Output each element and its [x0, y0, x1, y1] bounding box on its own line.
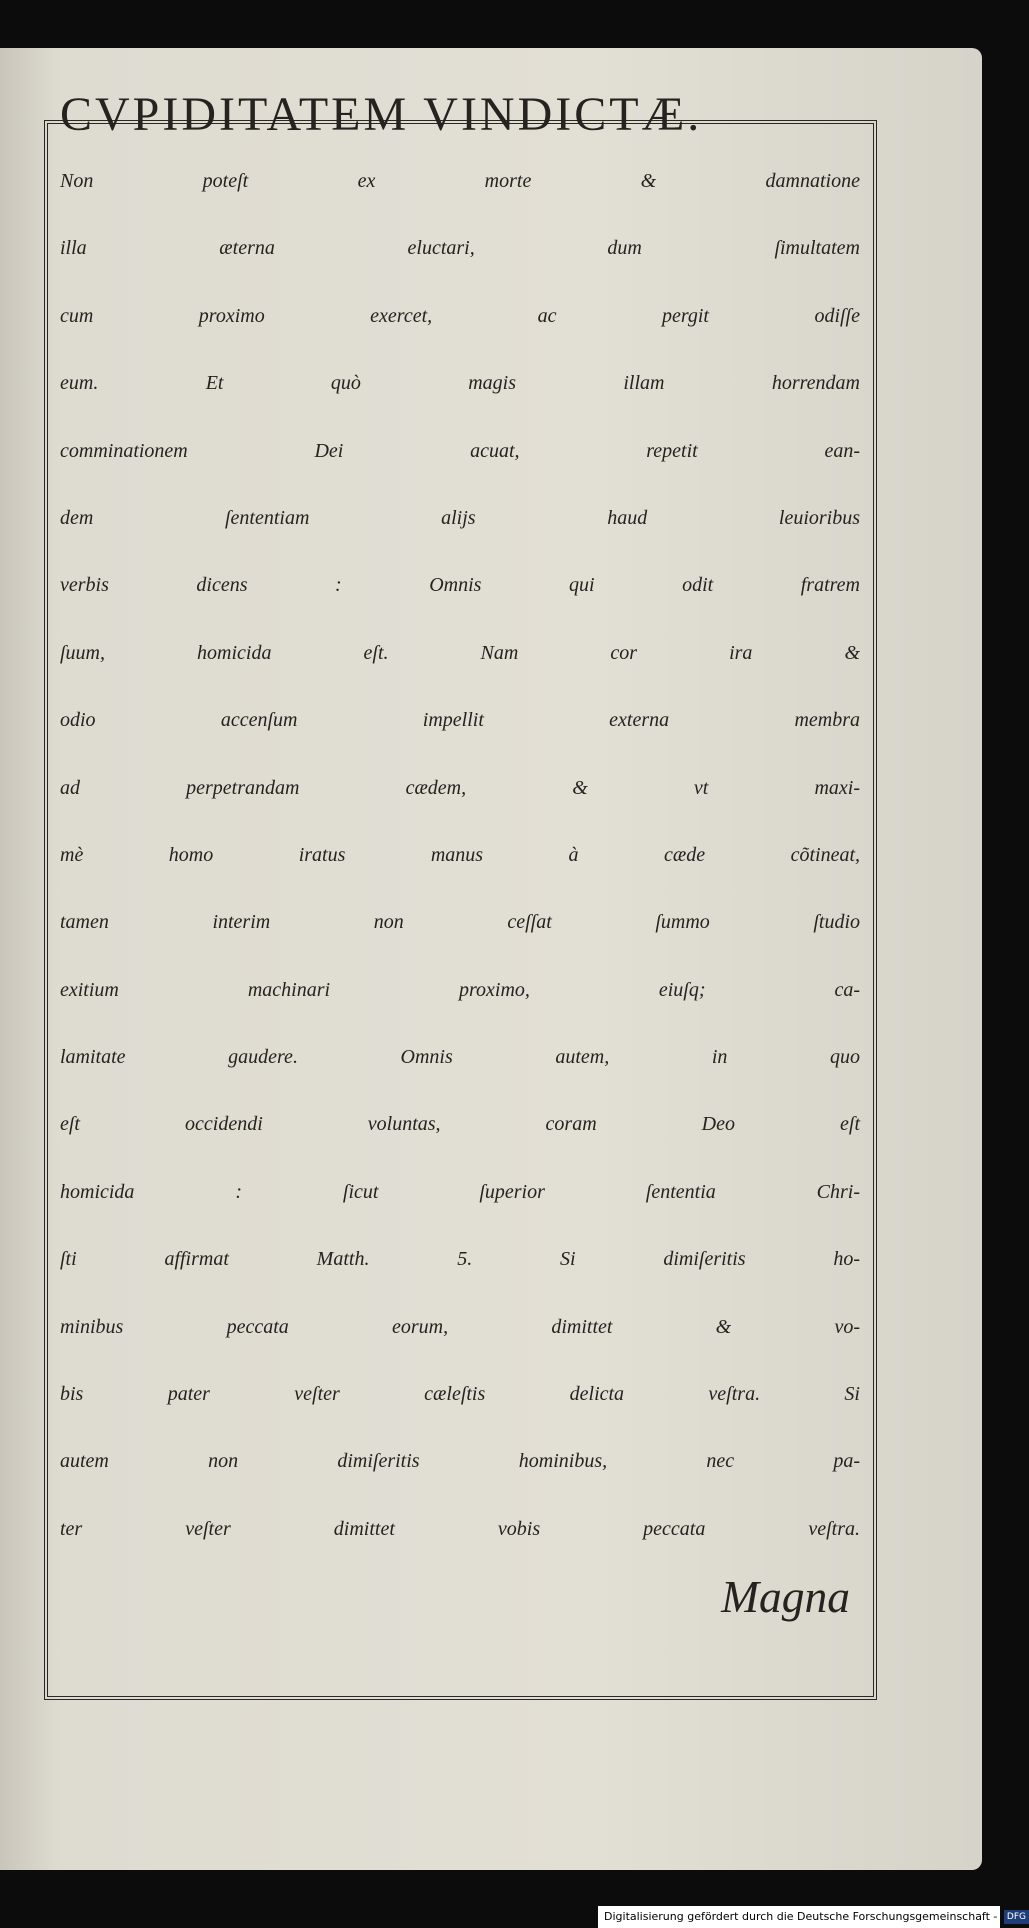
text-line: ſuum, homicida eſt. Nam cor ira &	[60, 641, 860, 664]
credit-text: Digitalisierung gefördert durch die Deutsche Forschungsgemeinschaft -	[604, 1910, 998, 1923]
text-line: dem ſententiam alijs haud leuioribus	[60, 506, 860, 529]
text-line: ter veſter dimittet vobis peccata veſtra.	[60, 1517, 860, 1540]
dfg-logo: DFG	[1004, 1910, 1029, 1924]
text-line: cum proximo exercet, ac pergit odiſſe	[60, 304, 860, 327]
text-line: ad perpetrandam cædem, & vt maxi-	[60, 776, 860, 799]
text-block	[60, 82, 860, 1631]
text-line: odio accenſum impellit externa membra	[60, 709, 860, 732]
text-line: lamitate gaudere. Omnis autem, in quo	[60, 1046, 860, 1069]
text-line: eſt occidendi voluntas, coram Deo eſt	[60, 1113, 860, 1136]
digitization-credit-banner	[598, 1906, 1026, 1928]
text-line: homicida : ſicut ſuperior ſententia Chri-	[60, 1180, 860, 1203]
text-line: Non poteſt ex morte & damnatione	[60, 170, 860, 192]
text-line: exitium machinari proximo, eiuſq; ca-	[60, 978, 860, 1001]
text-line: mè homo iratus manus à cæde cõtineat,	[60, 843, 860, 866]
body-text	[60, 148, 860, 1563]
catchword: Magna	[721, 1571, 850, 1623]
text-line: eum. Et quò magis illam horrendam	[60, 372, 860, 395]
text-line: tamen interim non ceſſat ſummo ſtudio	[60, 911, 860, 934]
text-line: verbis dicens : Omnis qui odit fratrem	[60, 574, 860, 597]
text-line: comminationem Dei acuat, repetit ean-	[60, 439, 860, 462]
text-line: ſti affirmat Matth. 5. Si dimiſeritis ho-	[60, 1248, 860, 1271]
text-line: illa æterna eluctari, dum ſimultatem	[60, 237, 860, 260]
page-heading: CVPIDITATEM VINDICTÆ.	[60, 88, 703, 141]
text-line: minibus peccata eorum, dimittet & vo-	[60, 1315, 860, 1338]
text-line: autem non dimiſeritis hominibus, nec pa-	[60, 1450, 860, 1473]
text-line: bis pater veſter cæleſtis delicta veſtra. Si	[60, 1383, 860, 1406]
